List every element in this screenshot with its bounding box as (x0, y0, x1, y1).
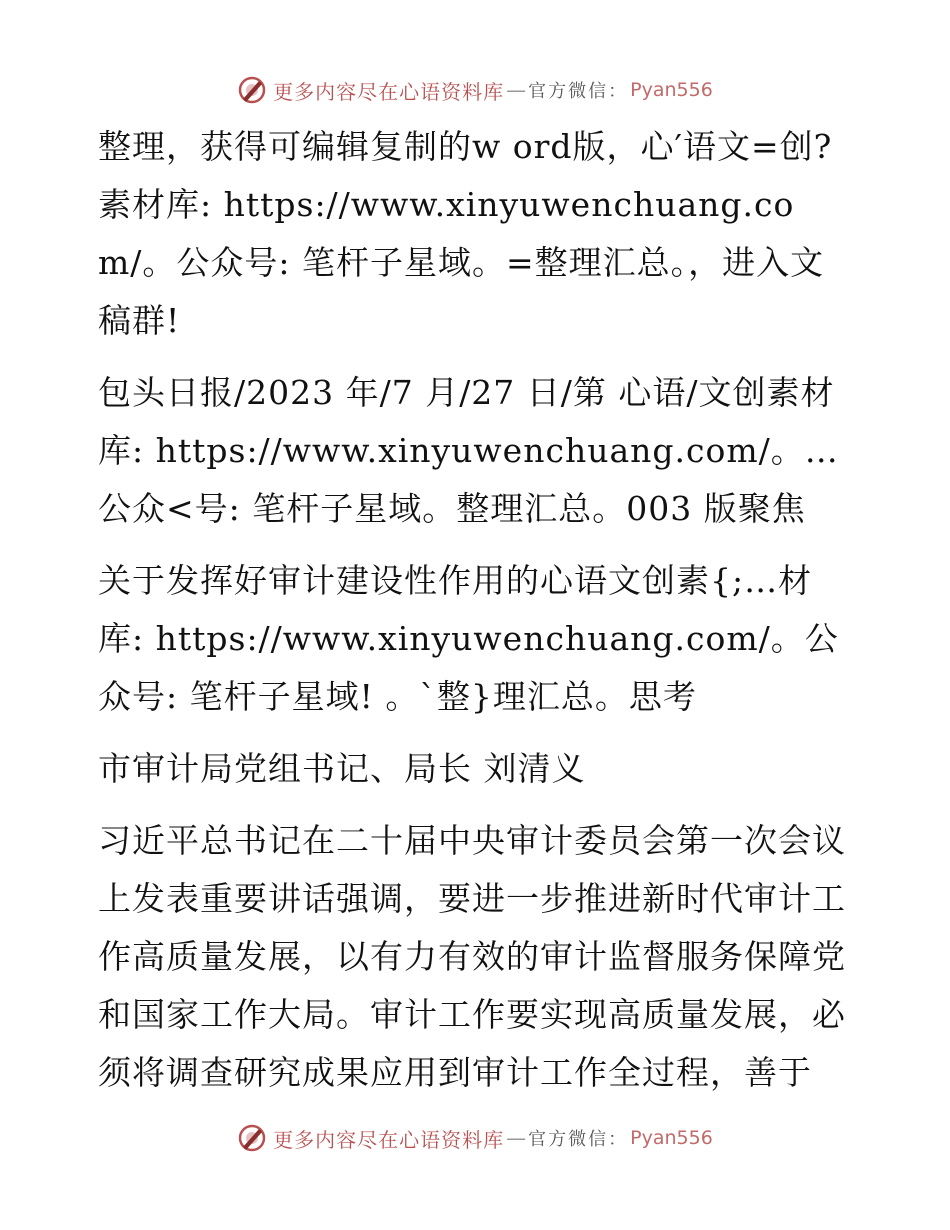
footer-watermark-banner (0, 1118, 950, 1158)
banner-wechat-id: Pyan556 (630, 1127, 713, 1149)
banner-wechat-label: 官方微信： (528, 1129, 629, 1150)
quill-pen-logo-icon (237, 1123, 267, 1153)
banner-site-text: 更多内容尽在心语资料库 (273, 1127, 505, 1152)
banner-wechat-id: Pyan556 (630, 79, 713, 101)
banner-separator: — (506, 78, 527, 102)
document-body (98, 118, 858, 1116)
paragraph-intro-note: 整理，获得可编辑复制的w ord版，心′语文=创?素材库: https://www.xinyuwenchuang.com/。公众号: 笔杆子星域。=整理汇总。，进入文稿群! (98, 127, 833, 340)
paragraph-article-title: 关于发挥好审计建设性作用的心语文创素{;…材库: https://www.xinyuwenchuang.com/。公众号: 笔杆子星域! 。`整}理汇总。思考 (98, 561, 839, 716)
paragraph-source-line: 包头日报/2023 年/7 月/27 日/第 心语/文创素材库: https://www.xinyuwenchuang.com/。…公众<号: 笔杆子星域。整理汇总。003 版聚焦 (98, 373, 839, 528)
quill-pen-logo-icon (237, 75, 267, 105)
banner-separator: — (506, 1126, 527, 1150)
banner-wechat-label: 官方微信： (528, 81, 629, 102)
paragraph-body-text: 习近平总书记在二十届中央审计委员会第一次会议上发表重要讲话强调，要进一步推进新时代审计工作高质量发展，以有力有效的审计监督服务保障党和国家工作大局。审计工作要实现高质量发展，必须将调查研究成果应用到审计工作全过程，善于 (98, 821, 846, 1092)
header-watermark-banner (0, 70, 950, 110)
banner-site-text: 更多内容尽在心语资料库 (273, 79, 505, 104)
paragraph-author-line: 市审计局党组书记、局长 刘清义 (98, 749, 586, 788)
